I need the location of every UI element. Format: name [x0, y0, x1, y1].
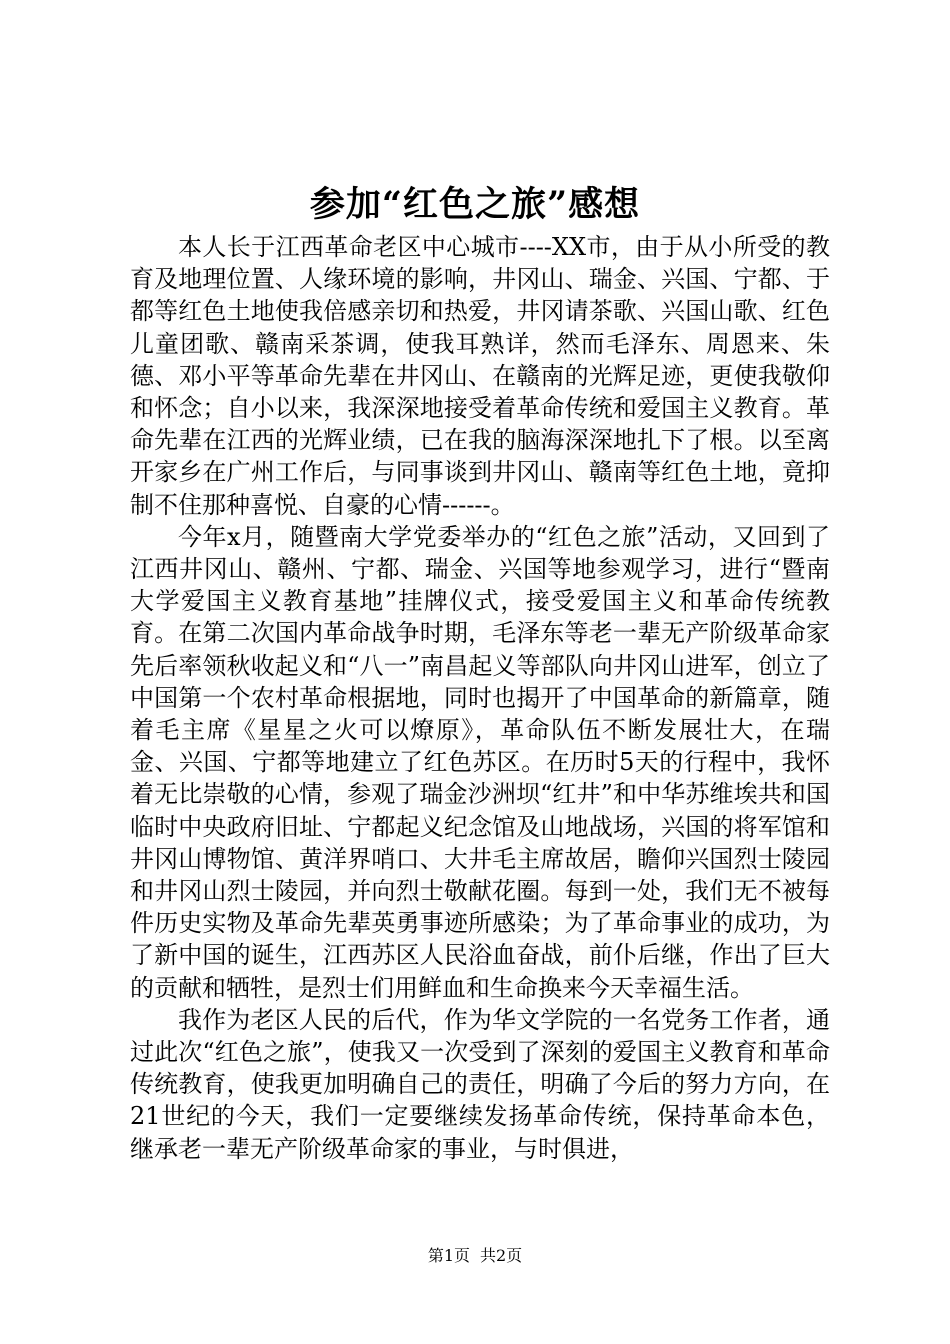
paragraph-1: 本人长于江西革命老区中心城市----XX市，由于从小所受的教育及地理位置、人缘环境的影响，井冈山、瑞金、兴国、宁都、于都等红色土地使我倍感亲切和热爱，井冈请茶歌、兴国山歌、红色儿童团歌、赣南采茶调，使我耳熟详，然而毛泽东、周恩来、朱德、邓小平等革命先辈在井冈山、在赣南的光辉足迹，更使我敬仰和怀念；自小以来，我深深地接受着革命传统和爱国主义教育。革命先辈在江西的光辉业绩，已在我的脑海深深地扎下了根。以至离开家乡在广州工作后，与同事谈到井冈山、赣南等红色土地，竟抑制不住那种喜悦、自豪的心情------。 — [130, 233, 830, 519]
document-body — [130, 231, 830, 1165]
document-title: 参加“红色之旅”感想 — [309, 184, 641, 225]
page-total: 共2页 — [480, 1246, 523, 1265]
paragraph-2: 今年x月，随暨南大学党委举办的“红色之旅”活动，又回到了江西井冈山、赣州、宁都、瑞金、兴国等地参观学习，进行“暨南大学爱国主义教育基地”挂牌仪式，接受爱国主义和革命传统教育。在第二次国内革命战争时期，毛泽东等老一辈无产阶级革命家先后率领秋收起义和“八一”南昌起义等部队向井冈山进军，创立了中国第一个农村革命根据地，同时也揭开了中国革命的新篇章，随着毛主席《星星之火可以燎原》，革命队伍不断发展壮大，在瑞金、兴国、宁都等地建立了红色苏区。在历时5天的行程中，我怀着无比崇敬的心情，参观了瑞金沙洲坝“红井”和中华苏维埃共和国临时中央政府旧址、宁都起义纪念馆及山地战场，兴国的将军馆和井冈山博物馆、黄洋界哨口、大井毛主席故居，瞻仰兴国烈士陵园和井冈山烈士陵园，并向烈士敬献花圈。每到一处，我们无不被每件历史实物及革命先辈英勇事迹所感染；为了革命事业的成功，为了新中国的诞生，江西苏区人民浴血奋战，前仆后继，作出了巨大的贡献和牺牲，是烈士们用鲜血和生命换来今天幸福生活。 — [130, 522, 830, 1002]
page-number: 第1页 — [427, 1246, 470, 1265]
page-footer — [0, 1245, 950, 1267]
paragraph-3: 我作为老区人民的后代，作为华文学院的一名党务工作者，通过此次“红色之旅”，使我又一次受到了深刻的爱国主义教育和革命传统教育，使我更加明确自己的责任，明确了今后的努力方向，在21世纪的今天，我们一定要继续发扬革命传统，保持革命本色，继承老一辈无产阶级革命家的事业，与时俱进， — [130, 1005, 830, 1163]
